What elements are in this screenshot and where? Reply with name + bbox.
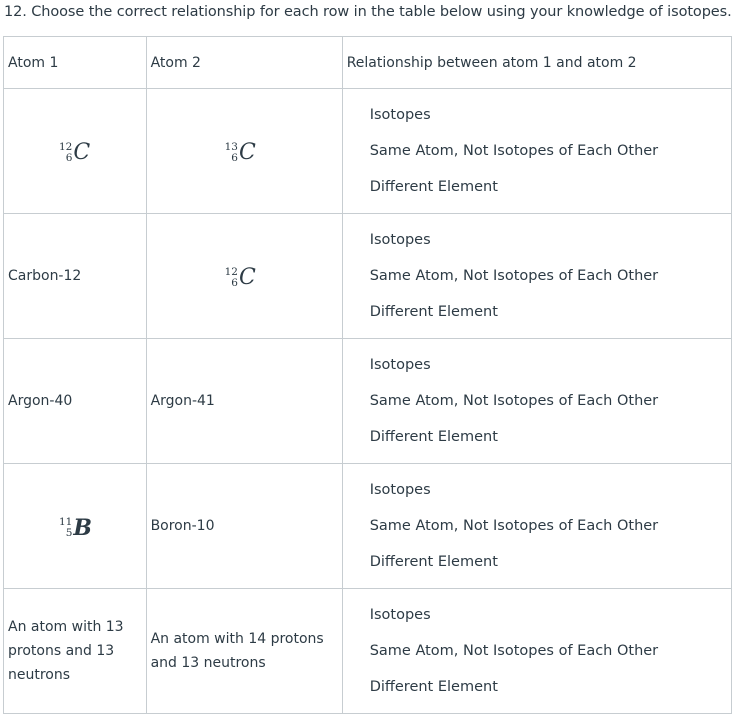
option-different-element[interactable]: Different Element — [369, 304, 498, 320]
atom1-cell: Carbon-12 — [4, 214, 147, 339]
option-same-atom[interactable]: Same Atom, Not Isotopes of Each Other — [369, 268, 659, 284]
atom2-cell: An atom with 14 protons and 13 neutrons — [146, 589, 342, 714]
atom1-cell — [4, 89, 147, 214]
element-symbol: B — [73, 515, 92, 541]
option-different-element[interactable]: Different Element — [369, 554, 498, 570]
option-isotopes[interactable]: Isotopes — [369, 357, 431, 373]
option-different-element[interactable]: Different Element — [369, 429, 498, 445]
atom1-cell: Argon-40 — [4, 339, 147, 464]
table-row — [4, 589, 732, 714]
option-different-element[interactable]: Different Element — [369, 179, 498, 195]
question-text: 12. Choose the correct relationship for each row in the table below using your knowledge of isotopes. — [4, 4, 732, 20]
element-symbol: C — [238, 265, 256, 290]
atomic-number: 6 — [65, 152, 73, 164]
option-isotopes[interactable]: Isotopes — [369, 607, 431, 623]
option-same-atom[interactable]: Same Atom, Not Isotopes of Each Other — [369, 143, 659, 159]
atomic-number: 6 — [231, 277, 238, 289]
atom2-cell — [146, 89, 342, 214]
mass-number: 11 — [59, 516, 73, 528]
atom2-cell: Boron-10 — [146, 464, 342, 589]
atom2-cell: Argon-41 — [146, 339, 342, 464]
atom1-cell: An atom with 13 protons and 13 neutrons — [4, 589, 147, 714]
nuclide-notation — [225, 267, 256, 289]
header-relationship: Relationship between atom 1 and atom 2 — [342, 37, 731, 89]
option-same-atom[interactable]: Same Atom, Not Isotopes of Each Other — [369, 393, 659, 409]
header-atom1: Atom 1 — [4, 37, 147, 89]
atom2-cell — [146, 214, 342, 339]
table-row — [4, 214, 732, 339]
relationship-options — [342, 214, 731, 339]
table-row — [4, 339, 732, 464]
header-row — [4, 37, 732, 89]
nuclide-notation — [59, 517, 92, 539]
relationship-options — [342, 464, 731, 589]
table-row — [4, 89, 732, 214]
table-row — [4, 464, 732, 589]
option-isotopes[interactable]: Isotopes — [369, 232, 431, 248]
header-atom2: Atom 2 — [146, 37, 342, 89]
isotope-table — [3, 36, 732, 714]
nuclide-notation — [59, 142, 90, 164]
option-different-element[interactable]: Different Element — [369, 679, 498, 695]
mass-number: 12 — [224, 266, 238, 278]
element-symbol: C — [238, 140, 256, 165]
relationship-options — [342, 339, 731, 464]
atomic-number: 5 — [65, 527, 73, 539]
element-symbol: C — [73, 140, 91, 165]
option-same-atom[interactable]: Same Atom, Not Isotopes of Each Other — [369, 518, 659, 534]
relationship-options — [342, 589, 731, 714]
mass-number: 12 — [59, 141, 73, 153]
relationship-options — [342, 89, 731, 214]
mass-number: 13 — [224, 141, 238, 153]
option-isotopes[interactable]: Isotopes — [369, 482, 431, 498]
nuclide-notation — [225, 142, 256, 164]
atom1-cell — [4, 464, 147, 589]
option-same-atom[interactable]: Same Atom, Not Isotopes of Each Other — [369, 643, 659, 659]
option-isotopes[interactable]: Isotopes — [369, 107, 431, 123]
atomic-number: 6 — [231, 152, 238, 164]
